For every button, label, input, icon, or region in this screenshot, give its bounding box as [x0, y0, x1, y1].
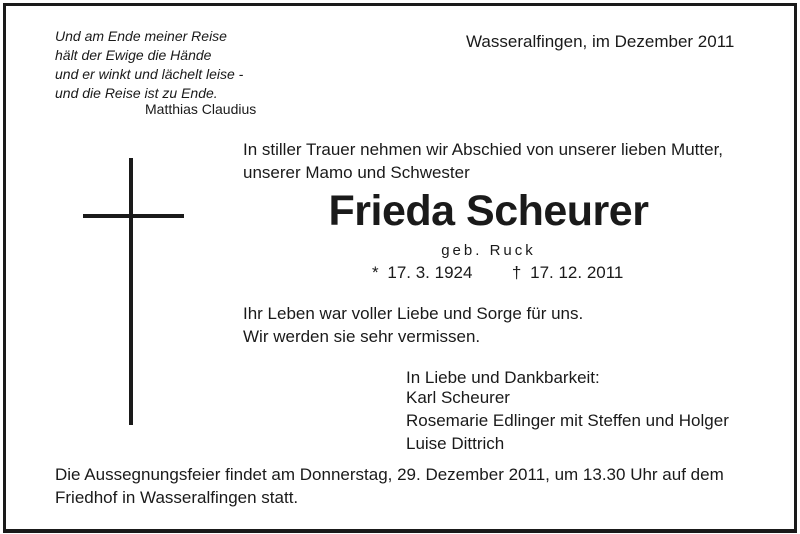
poem-line: und die Reise ist zu Ende. [55, 85, 218, 101]
death-date: 17. 12. 2011 [530, 263, 624, 282]
life-line: Ihr Leben war voller Liebe und Sorge für uns. [243, 304, 584, 323]
poem-author: Matthias Claudius [145, 101, 257, 117]
cross-icon-bar [83, 214, 184, 218]
family-member: Karl Scheurer [406, 388, 510, 407]
birth-symbol: * [372, 263, 379, 282]
poem-line: und er winkt und lächelt leise - [55, 66, 244, 82]
intro-line: unserer Mamo und Schwester [243, 163, 470, 182]
family-member: Luise Dittrich [406, 434, 505, 453]
cross-icon [129, 158, 133, 425]
service-line: Friedhof in Wasseralfingen statt. [55, 488, 299, 507]
poem-line: Und am Ende meiner Reise [55, 28, 227, 44]
family-member: Rosemarie Edlinger mit Steffen und Holger [406, 411, 729, 430]
service-info [55, 463, 724, 509]
thanks-heading: In Liebe und Dankbarkeit: [406, 368, 600, 387]
life-line: Wir werden sie sehr vermissen. [243, 327, 481, 346]
family-list [406, 386, 729, 455]
life-text [243, 302, 583, 348]
birth-date: 17. 3. 1924 [387, 263, 473, 282]
birth-name: geb. Ruck [441, 242, 536, 259]
deceased-name: Frieda Scheurer [328, 187, 649, 235]
intro-line: In stiller Trauer nehmen wir Abschied von unserer lieben Mutter, [243, 140, 724, 159]
poem [55, 27, 243, 103]
life-dates [372, 263, 627, 283]
intro-text [243, 138, 723, 184]
service-line: Die Aussegnungsfeier findet am Donnerstag, 29. Dezember 2011, um 13.30 Uhr auf dem [55, 465, 724, 484]
place-date: Wasseralfingen, im Dezember 2011 [466, 32, 735, 51]
poem-line: hält der Ewige die Hände [55, 47, 212, 63]
death-symbol: † [511, 263, 522, 282]
